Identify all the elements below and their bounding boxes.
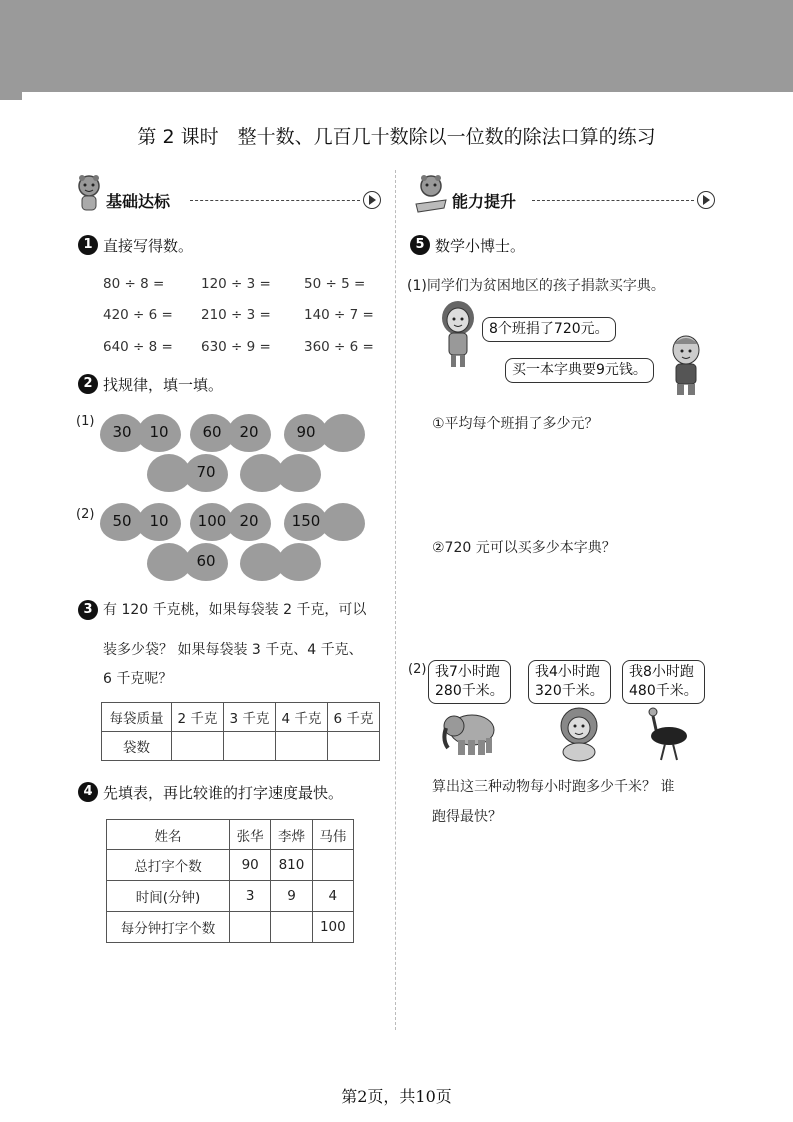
section-heading-ability: 能力提升 [452, 192, 517, 211]
bubble-line: 480千米。 [629, 683, 698, 699]
table-cell: 3 千克 [224, 703, 276, 732]
girl-illustration-icon [436, 300, 480, 370]
table-cell: 每分钟打字个数 [107, 912, 230, 943]
page-edge [22, 92, 793, 100]
equation: 640 ÷ 8 = [103, 339, 173, 355]
question-number-badge: 1 [78, 235, 98, 255]
part-label: (2) [408, 662, 427, 677]
table-cell: 100 [312, 912, 353, 943]
sub-question: ②720 元可以买多少本字典？ [432, 540, 616, 556]
leaf-value: 10 [149, 512, 169, 530]
equation: 140 ÷ 7 = [304, 307, 374, 323]
ostrich-icon [643, 706, 693, 762]
column-divider [395, 170, 396, 1030]
leaf-value: 60 [196, 552, 216, 570]
table-cell: 时间(分钟) [107, 881, 230, 912]
speech-bubble-ostrich [622, 660, 705, 704]
equation: 50 ÷ 5 = [304, 276, 366, 292]
table-cell: 总打字个数 [107, 850, 230, 881]
answer-cell[interactable] [224, 732, 276, 761]
question-text: 6 千克呢？ [103, 671, 173, 687]
equation: 360 ÷ 6 = [304, 339, 374, 355]
part-intro: (1)同学们为贫困地区的孩子捐款买字典。 [407, 278, 665, 294]
speech-bubble-elephant [428, 660, 511, 704]
question-title: 数学小博士。 [435, 237, 526, 255]
dashed-rule [190, 200, 360, 201]
question-title: 直接写得数。 [103, 237, 194, 255]
table-cell: 张华 [230, 820, 271, 850]
answer-cell[interactable] [271, 912, 312, 943]
speech-bubble-lion [528, 660, 611, 704]
question-number-badge: 3 [78, 600, 98, 620]
leaf-shape [277, 454, 321, 492]
leaf-value: 150 [291, 512, 321, 530]
part-label: (1) [76, 414, 95, 429]
table-cell: 4 千克 [276, 703, 328, 732]
equation: 630 ÷ 9 = [201, 339, 271, 355]
leaf-value: 20 [239, 512, 259, 530]
question-text: 有 120 千克桃，如果每袋装 2 千克，可以 [103, 602, 367, 618]
question-number-badge: 4 [78, 782, 98, 802]
tiger-mascot-icon [74, 174, 104, 214]
answer-cell[interactable] [328, 732, 380, 761]
table-cell: 4 [312, 881, 353, 912]
play-arrow-icon [697, 191, 715, 209]
table-cell: 6 千克 [328, 703, 380, 732]
equation: 420 ÷ 6 = [103, 307, 173, 323]
table-cell: 2 千克 [172, 703, 224, 732]
leaf-value: 100 [197, 512, 227, 530]
question-title: 找规律，填一填。 [103, 376, 224, 394]
leaf-value: 70 [196, 463, 216, 481]
leaf-value: 90 [296, 423, 316, 441]
play-arrow-icon [363, 191, 381, 209]
page-title: 第 2 课时 整十数、几百几十数除以一位数的除法口算的练习 [137, 126, 656, 148]
speech-bubble: 买一本字典要9元钱。 [505, 358, 654, 383]
table-cell: 袋数 [102, 732, 172, 761]
equation: 120 ÷ 3 = [201, 276, 271, 292]
answer-cell[interactable] [276, 732, 328, 761]
tiger-mascot-reading-icon [414, 174, 448, 214]
lion-icon [553, 706, 605, 762]
speech-bubble: 8个班捐了720元。 [482, 317, 616, 342]
leaf-shape [277, 543, 321, 581]
question-number-badge: 5 [410, 235, 430, 255]
table-cell: 李烨 [271, 820, 312, 850]
question-text: 跑得最快？ [432, 809, 502, 825]
bubble-line: 280千米。 [435, 683, 504, 699]
table-cell: 9 [271, 881, 312, 912]
table-cell: 810 [271, 850, 312, 881]
section-heading-basic: 基础达标 [106, 192, 171, 211]
part-label: (2) [76, 507, 95, 522]
boy-illustration-icon [666, 334, 706, 398]
leaf-value: 60 [202, 423, 222, 441]
question-title: 先填表，再比较谁的打字速度最快。 [103, 784, 344, 802]
leaf-value: 50 [112, 512, 132, 530]
page-footer: 第2页，共10页 [341, 1087, 452, 1106]
bubble-line: 我7小时跑 [435, 664, 500, 680]
answer-cell[interactable] [312, 850, 353, 881]
bubble-line: 320千米。 [535, 683, 604, 699]
scan-top-band [0, 0, 793, 100]
elephant-icon [440, 708, 500, 758]
dashed-rule [532, 200, 694, 201]
bubble-line: 我4小时跑 [535, 664, 600, 680]
bubble-line: 我8小时跑 [629, 664, 694, 680]
table-cell: 90 [230, 850, 271, 881]
question-text: 算出这三种动物每小时跑多少千米？ 谁 [432, 779, 675, 795]
equation: 80 ÷ 8 = [103, 276, 165, 292]
equation: 210 ÷ 3 = [201, 307, 271, 323]
answer-cell[interactable] [172, 732, 224, 761]
sub-question: ①平均每个班捐了多少元？ [432, 416, 599, 432]
question-number-badge: 2 [78, 374, 98, 394]
question-text: 装多少袋？ 如果每袋装 3 千克、4 千克、 [103, 642, 363, 658]
leaf-value: 30 [112, 423, 132, 441]
leaf-value: 10 [149, 423, 169, 441]
table-cell: 3 [230, 881, 271, 912]
leaf-value: 20 [239, 423, 259, 441]
table-cell: 马伟 [312, 820, 353, 850]
typing-speed-table [106, 819, 354, 943]
answer-cell[interactable] [230, 912, 271, 943]
table-cell: 每袋质量 [102, 703, 172, 732]
bag-count-table [101, 702, 380, 761]
table-cell: 姓名 [107, 820, 230, 850]
